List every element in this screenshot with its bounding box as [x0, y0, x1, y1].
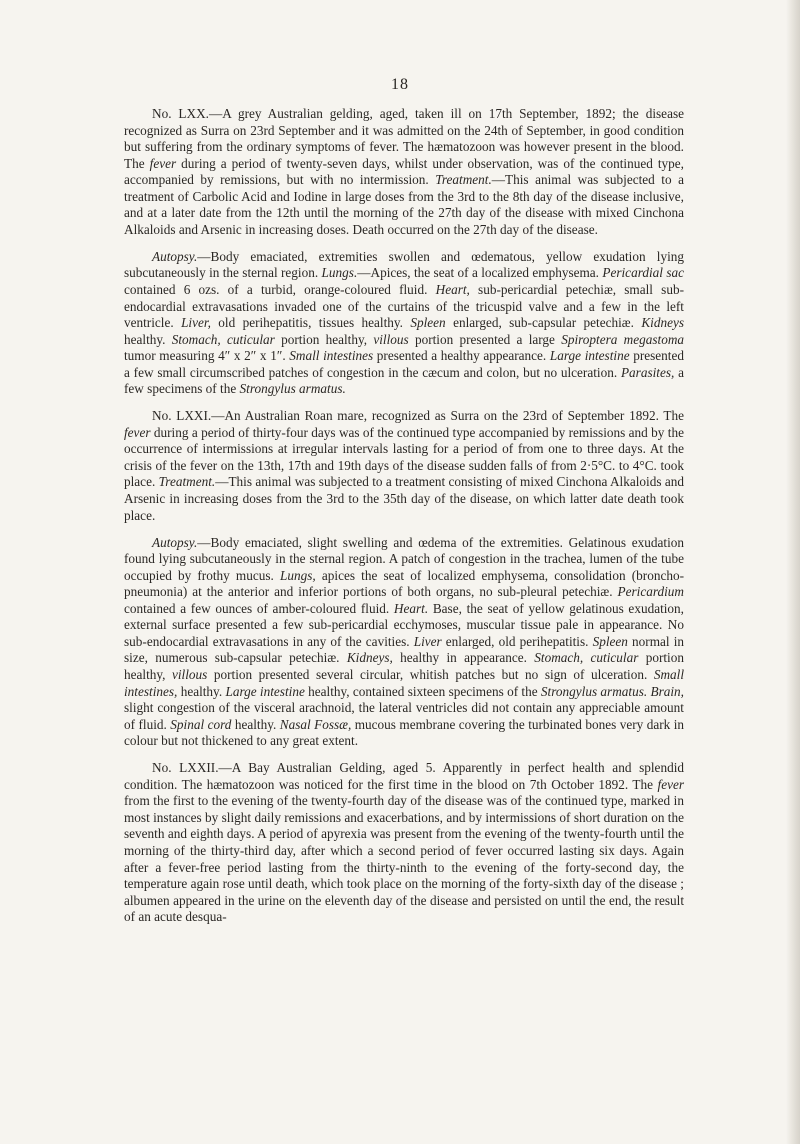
italic-run: Spiroptera megastoma	[561, 331, 685, 347]
italic-run: Liver,	[181, 315, 211, 331]
text-run: —Body emaciated, extremities swollen and œdematous, yellow exudation lying subcutaneously in the sternal region.	[124, 248, 684, 281]
text-run: during a period of twenty-seven days, whilst under observation, was of the continued type, accompanied by remissions, but with no intermission.	[124, 155, 684, 188]
italic-run: Stomach, cuticular	[534, 650, 639, 666]
text-run: healthy.	[231, 716, 280, 732]
text-run: from the first to the evening of the twenty-fourth day of the disease was of the continued type, marked in most instances by slight daily remissions and exacerbations, and by intermissions of short duration on the seventh and eighth days. A period of apyrexia was present from the evening of the twenty-fourth until the morning of the thirty-third day, after which a second period of fever occurred lasting six days. Again after a fever-free period lasting from the thirty-ninth to the evening of the forty-second day, the temperature again rose until death, which took place on the morning of the forty-sixth day of the disease ; albumen appeared in the urine on the eleventh day of the disease and persisted on until the end, the result of an acute desqua-	[124, 793, 684, 925]
italic-run: Parasites,	[620, 364, 675, 380]
text-run: —This animal was subjected to a treatment of Carbolic Acid and Iodine in large doses from the 3rd to the 8th day of the disease inclusive, and at a later date from the 12th until the morning of the 27th day of the disease with mixed Cinchona Alkaloids and Arsenic in increasing doses. Death occurred on the 27th day of the disease.	[124, 172, 684, 237]
italic-run: Treatment.	[158, 474, 216, 490]
italic-run: Lungs.	[321, 265, 358, 281]
text-run: No. LXXII.—A Bay Australian Gelding, aged 5. Apparently in perfect health and splendid condition. The hæmatozoon was noticed for the first time in the blood on 7th October 1892. The	[124, 760, 684, 792]
text-run: presented a healthy appearance.	[373, 348, 550, 364]
italic-run: Small intestines,	[124, 667, 685, 699]
text-run: —This animal was subjected to a treatment consisting of mixed Cinchona Alkaloids and Arsenic in increasing doses from the 3rd to the 35th day of the disease, on which latter date death took place.	[124, 474, 684, 523]
italic-run: Pericardial sac	[602, 265, 685, 281]
text-run: portion presented a large	[408, 331, 562, 347]
paragraph-case-lxx	[124, 106, 684, 238]
italic-run: Large intestine	[225, 683, 305, 699]
text-run: —Body emaciated, slight swelling and œdema of the extremities. Gelatinous exudation found lying subcutaneously in the sternal region. A patch of congestion in the trachea, lumen of the tube occupied by frothy mucus.	[124, 534, 684, 583]
text-run: a few specimens of the	[124, 364, 685, 397]
italic-run: Kidneys,	[346, 650, 393, 666]
text-run: portion healthy,	[124, 650, 684, 682]
text-run: —Apices, the seat of a localized emphysema.	[357, 265, 603, 281]
text-run: No. LXX.—A grey Australian gelding, aged, taken ill on 17th September, 1892; the disease recognized as Surra on 23rd September and it was admitted on the 24th of September, in good condition but suffering from the ordinary symptoms of fever. The hæmatozoon was however present in the blood. The	[124, 106, 684, 171]
text-run: contained 6 ozs. of a turbid, orange-coloured fluid.	[124, 281, 436, 297]
text-run: normal in size, numerous sub-capsular petechiæ.	[124, 633, 685, 666]
italic-run: fever	[657, 776, 684, 792]
text-run: sub-pericardial petechiæ, small sub-endocardial extravasations invaded one of the curtains of the tricuspid valve and a few in the left ventricle.	[124, 281, 684, 331]
paragraph-case-lxxi	[124, 408, 684, 524]
italic-run: Spleen	[592, 633, 628, 649]
text-run: apices the seat of localized emphysema, consolidation (broncho-pneumonia) at the anterior and inferior portions of both organs, no sub-pleural petechiæ.	[124, 567, 684, 600]
italic-run: Small intestines	[289, 348, 374, 364]
italic-run: Spleen	[410, 315, 446, 331]
text-run: during a period of thirty-four days was of the continued type accompanied by remissions and by the occurrence of intermissions at irregular intervals lasting for a period of from one to three days. At the crisis of the fever on the 13th, 17th and 19th days of the disease sudden falls of from 2·5°C. to 4°C. took place.	[124, 424, 684, 490]
italic-run: Autopsy.	[152, 534, 198, 550]
italic-run: Heart,	[435, 281, 470, 297]
italic-run: fever	[149, 155, 177, 171]
paragraph-case-lxxii	[124, 760, 684, 925]
text-run: healthy in appearance.	[392, 650, 535, 666]
paragraph-autopsy-lxx	[124, 249, 684, 398]
italic-run: Spinal cord	[170, 716, 232, 732]
text-run: No. LXXI.—An Australian Roan mare, recognized as Surra on the 23rd of September 1892. The	[152, 408, 684, 424]
text-run: portion healthy,	[274, 331, 374, 347]
text-run: mucous membrane covering the turbinated bones very dark in colour but not thickened to any great extent.	[124, 716, 685, 749]
text-run: healthy, contained sixteen specimens of the	[304, 683, 541, 699]
italic-run: villous	[373, 331, 409, 347]
italic-run: Strongylus armatus.	[540, 683, 648, 699]
italic-run: Autopsy.	[152, 248, 198, 264]
italic-run: Nasal Fossæ,	[279, 716, 352, 732]
text-run: tumor measuring 4″ x 2″ x 1″.	[124, 348, 290, 364]
italic-run: Treatment.	[435, 172, 492, 188]
text-run: portion presented several circular, whitish patches but no sign of ulceration.	[207, 667, 654, 682]
body-text	[124, 106, 684, 936]
text-run: healthy.	[177, 683, 226, 699]
italic-run: Stomach, cuticular	[171, 331, 275, 347]
text-run: contained a few ounces of amber-coloured fluid.	[124, 600, 394, 616]
text-run: old perihepatitis, tissues healthy.	[210, 315, 411, 331]
italic-run: Kidneys	[641, 315, 684, 331]
text-run: healthy.	[124, 331, 172, 347]
italic-run: Large intestine	[549, 348, 630, 364]
italic-run: Heart.	[393, 600, 429, 616]
italic-run: fever	[124, 424, 151, 440]
text-run: Base, the seat of yellow gelatinous exudation, external surface presented a few sub-pericardial ecchymoses, muscular tissue pale in appearance. No sub-endocardial extravasations in any of the cavities.	[124, 600, 684, 649]
text-run: enlarged, old perihepatitis.	[441, 633, 593, 649]
text-run: presented a few small circumscribed patches of congestion in the cæcum and colon, but no ulceration.	[124, 348, 684, 380]
text-run: enlarged, sub-capsular petechiæ.	[445, 315, 642, 331]
italic-run: Brain,	[650, 683, 684, 699]
text-run: slight congestion of the visceral arachnoid, the lateral ventricles did not contain any appreciable amount of fluid.	[124, 700, 684, 732]
paragraph-autopsy-lxxi	[124, 535, 684, 750]
page-edge	[786, 0, 800, 1144]
italic-run: Liver	[413, 633, 442, 649]
page-number: 18	[391, 76, 409, 93]
italic-run: Strongylus armatus.	[239, 381, 346, 397]
italic-run: villous	[171, 667, 208, 682]
italic-run: Lungs,	[280, 567, 316, 583]
italic-run: Pericardium	[617, 584, 684, 600]
